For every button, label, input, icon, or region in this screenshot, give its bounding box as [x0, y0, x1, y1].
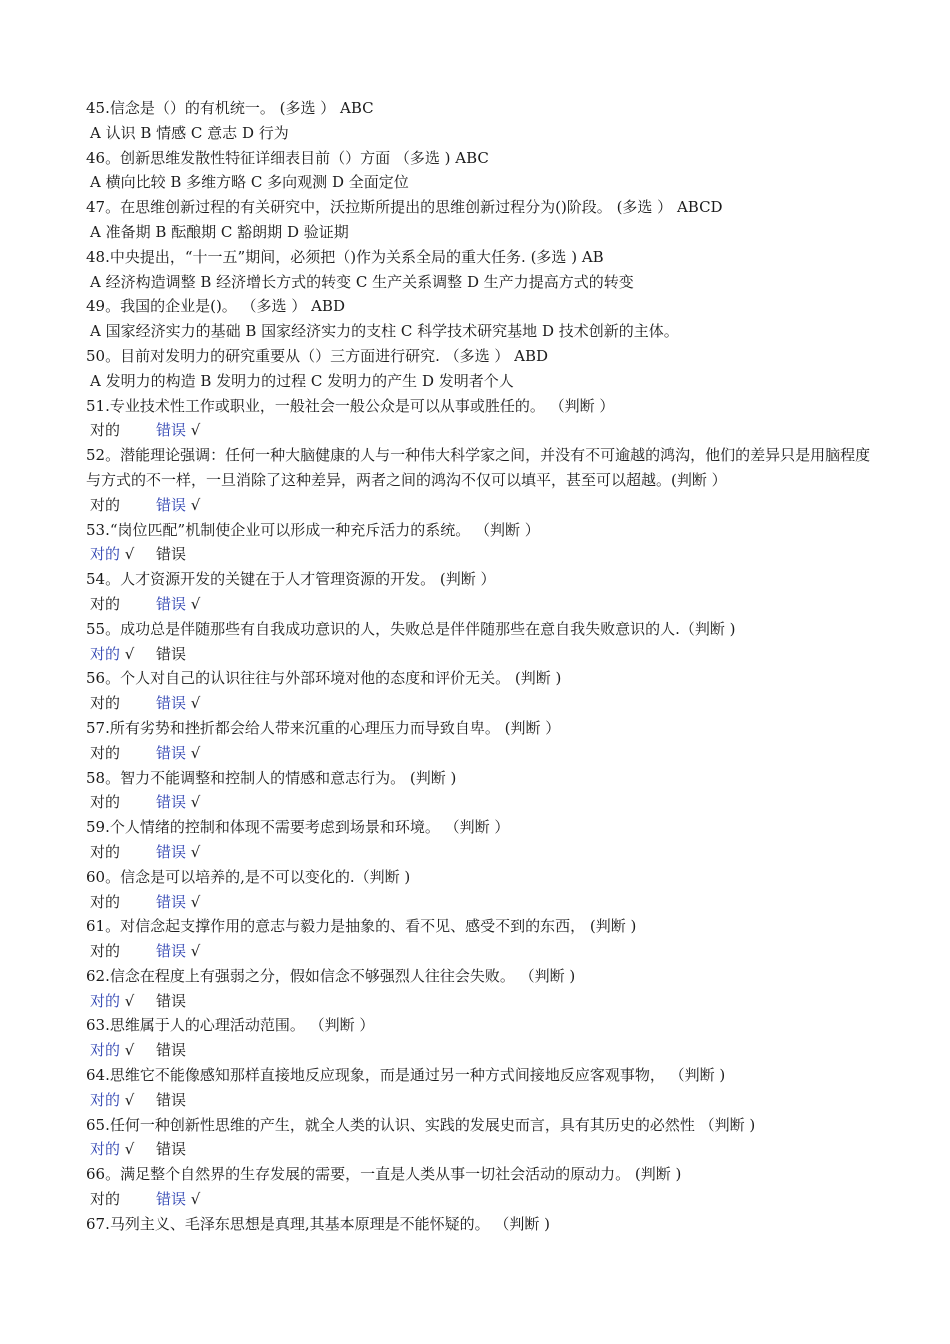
answer-row	[86, 939, 876, 964]
judgment-question	[86, 964, 876, 1014]
judgment-list	[86, 394, 876, 1212]
question-47	[86, 195, 876, 245]
answer-false[interactable]: 错误	[156, 1041, 187, 1060]
question-text: 61。对信念起支撑作用的意志与毅力是抽象的、看不见、感受不到的东西， (判断 )	[86, 917, 637, 936]
judgment-question	[86, 443, 876, 517]
answer-row	[86, 840, 876, 865]
question-50	[86, 344, 876, 394]
question-options: A 经济构造调整 B 经济增长方式的转变 C 生产关系调整 D 生产力提高方式的转变	[90, 272, 634, 291]
question-67	[86, 1212, 876, 1237]
check-mark-icon: √	[124, 545, 135, 564]
check-mark-icon: √	[190, 694, 201, 713]
check-mark-icon: √	[124, 644, 135, 663]
judgment-question	[86, 1113, 876, 1163]
answer-false[interactable]: 错误 √	[156, 495, 201, 514]
answer-true[interactable]: 对的 √	[90, 991, 135, 1010]
check-mark-icon: √	[124, 1090, 135, 1109]
question-text: 58。智力不能调整和控制人的情感和意志行为。 (判断 )	[86, 768, 457, 787]
check-mark-icon: √	[190, 743, 201, 762]
answer-true[interactable]: 对的 √	[90, 1090, 135, 1109]
judgment-question	[86, 567, 876, 617]
answer-row	[86, 890, 876, 915]
answer-false[interactable]: 错误	[156, 991, 187, 1010]
answer-true[interactable]: 对的 √	[90, 644, 135, 663]
question-text: 57.所有劣势和挫折都会给人带来沉重的心理压力而导致自卑。 (判断 ）	[86, 718, 561, 737]
answer-true[interactable]: 对的	[90, 892, 121, 911]
answer-true[interactable]: 对的	[90, 793, 121, 812]
question-text: 51.专业技术性工作或职业，一般社会一般公众是可以从事或胜任的。 （判断 ）	[86, 396, 615, 415]
answer-row	[86, 642, 876, 667]
answer-true[interactable]: 对的	[90, 421, 121, 440]
question-options: A 国家经济实力的基础 B 国家经济实力的支柱 C 科学技术研究基地 D 技术创新的主体。	[90, 322, 679, 341]
answer-false[interactable]: 错误	[156, 1090, 187, 1109]
question-text: 66。满足整个自然界的生存发展的需要，一直是人类从事一切社会活动的原动力。 (判断 )	[86, 1165, 682, 1184]
check-mark-icon: √	[124, 1041, 135, 1060]
check-mark-icon: √	[190, 942, 201, 961]
question-text: 53.“岗位匹配”机制使企业可以形成一种充斥活力的系统。 （判断 ）	[86, 520, 540, 539]
check-mark-icon: √	[124, 991, 135, 1010]
answer-row	[86, 1187, 876, 1212]
answer-true[interactable]: 对的	[90, 743, 121, 762]
answer-false[interactable]: 错误 √	[156, 694, 201, 713]
answer-true[interactable]: 对的	[90, 495, 121, 514]
answer-false[interactable]: 错误 √	[156, 793, 201, 812]
judgment-question	[86, 617, 876, 667]
answer-row	[86, 741, 876, 766]
answer-false[interactable]: 错误 √	[156, 892, 201, 911]
question-text: 54。人才资源开发的关键在于人才管理资源的开发。 (判断 ）	[86, 570, 496, 589]
question-text: 60。信念是可以培养的,是不可以变化的.（判断 )	[86, 867, 411, 886]
answer-row	[86, 418, 876, 443]
judgment-question	[86, 1063, 876, 1113]
answer-false[interactable]: 错误 √	[156, 942, 201, 961]
answer-row	[86, 542, 876, 567]
answer-false[interactable]: 错误 √	[156, 743, 201, 762]
answer-row	[86, 691, 876, 716]
question-49	[86, 294, 876, 344]
judgment-question	[86, 394, 876, 444]
question-text: 62.信念在程度上有强弱之分，假如信念不够强烈人往往会失败。 （判断 )	[86, 966, 576, 985]
answer-true[interactable]: 对的	[90, 594, 121, 613]
judgment-question	[86, 666, 876, 716]
judgment-question	[86, 716, 876, 766]
judgment-question	[86, 518, 876, 568]
answer-false[interactable]: 错误 √	[156, 594, 201, 613]
answer-row	[86, 989, 876, 1014]
answer-false[interactable]: 错误 √	[156, 421, 201, 440]
question-text: 56。个人对自己的认识往往与外部环境对他的态度和评价无关。 (判断 )	[86, 669, 562, 688]
question-options: A 发明力的构造 B 发明力的过程 C 发明力的产生 D 发明者个人	[90, 371, 514, 390]
judgment-question	[86, 766, 876, 816]
question-text: 49。我国的企业是()。 （多选 ） ABD	[86, 297, 345, 316]
check-mark-icon: √	[190, 892, 201, 911]
answer-true[interactable]: 对的 √	[90, 545, 135, 564]
answer-true[interactable]: 对的 √	[90, 1041, 135, 1060]
check-mark-icon: √	[190, 1190, 201, 1209]
answer-row	[86, 1088, 876, 1113]
question-text: 50。目前对发明力的研究重要从（）三方面进行研究. （多选 ） ABD	[86, 346, 549, 365]
check-mark-icon: √	[190, 594, 201, 613]
answer-true[interactable]: 对的	[90, 842, 121, 861]
judgment-question	[86, 865, 876, 915]
answer-false[interactable]: 错误	[156, 1140, 187, 1159]
question-text: 55。成功总是伴随那些有自我成功意识的人，失败总是伴伴随那些在意自我失败意识的人.（判断 )	[86, 619, 736, 638]
answer-row	[86, 1038, 876, 1063]
answer-row	[86, 493, 876, 518]
check-mark-icon: √	[190, 495, 201, 514]
check-mark-icon: √	[190, 421, 201, 440]
question-text: 63.思维属于人的心理活动范围。 （判断 ）	[86, 1016, 375, 1035]
question-text: 65.任何一种创新性思维的产生，就全人类的认识、实践的发展史而言，具有其历史的必然性 （判断 )	[86, 1115, 756, 1134]
question-46	[86, 146, 876, 196]
answer-row	[86, 1137, 876, 1162]
answer-row	[86, 592, 876, 617]
question-text: 67.马列主义、毛泽东思想是真理,其基本原理是不能怀疑的。 （判断 )	[86, 1214, 551, 1233]
answer-true[interactable]: 对的	[90, 942, 121, 961]
answer-true[interactable]: 对的 √	[90, 1140, 135, 1159]
answer-false[interactable]: 错误	[156, 644, 187, 663]
answer-false[interactable]: 错误 √	[156, 842, 201, 861]
question-text: 45.信念是（）的有机统一。 (多选 ） ABC	[86, 99, 374, 117]
document-page	[86, 96, 876, 1237]
check-mark-icon: √	[190, 793, 201, 812]
question-options: A 准备期 B 酝酿期 C 豁朗期 D 验证期	[90, 222, 349, 241]
question-text: 52。潜能理论强调：任何一种大脑健康的人与一种伟大科学家之间，并没有不可逾越的鸿沟，他们的差异只是用脑程度与方式的不一样，一旦消除了这种差异，两者之间的鸿沟不仅可以填平，甚至可以超越。(判断 ）	[86, 446, 871, 489]
answer-true[interactable]: 对的	[90, 1190, 121, 1209]
question-text: 46。创新思维发散性特征详细表目前（）方面 （多选 ) ABC	[86, 148, 489, 167]
question-45	[86, 96, 876, 146]
check-mark-icon: √	[190, 842, 201, 861]
question-text: 48.中央提出，“十一五”期间，必须把（)作为关系全局的重大任务. (多选 ) AB	[86, 247, 604, 266]
question-options: A 横向比较 B 多维方略 C 多向观测 D 全面定位	[90, 173, 409, 192]
question-text: 64.思维它不能像感知那样直接地反应现象，而是通过另一种方式间接地反应客观事物， （判断 )	[86, 1066, 726, 1085]
answer-true[interactable]: 对的	[90, 694, 121, 713]
answer-false[interactable]: 错误	[156, 545, 187, 564]
question-options: A 认识 B 情感 C 意志 D 行为	[90, 123, 289, 142]
question-text: 59.个人情绪的控制和体现不需要考虑到场景和环境。 （判断 ）	[86, 818, 510, 837]
question-48	[86, 245, 876, 295]
answer-row	[86, 790, 876, 815]
question-text: 47。在思维创新过程的有关研究中，沃拉斯所提出的思维创新过程分为()阶段。 (多选 ） ABCD	[86, 198, 723, 217]
judgment-question	[86, 1162, 876, 1212]
answer-false[interactable]: 错误 √	[156, 1190, 201, 1209]
judgment-question	[86, 1013, 876, 1063]
judgment-question	[86, 914, 876, 964]
check-mark-icon: √	[124, 1140, 135, 1159]
judgment-question	[86, 815, 876, 865]
